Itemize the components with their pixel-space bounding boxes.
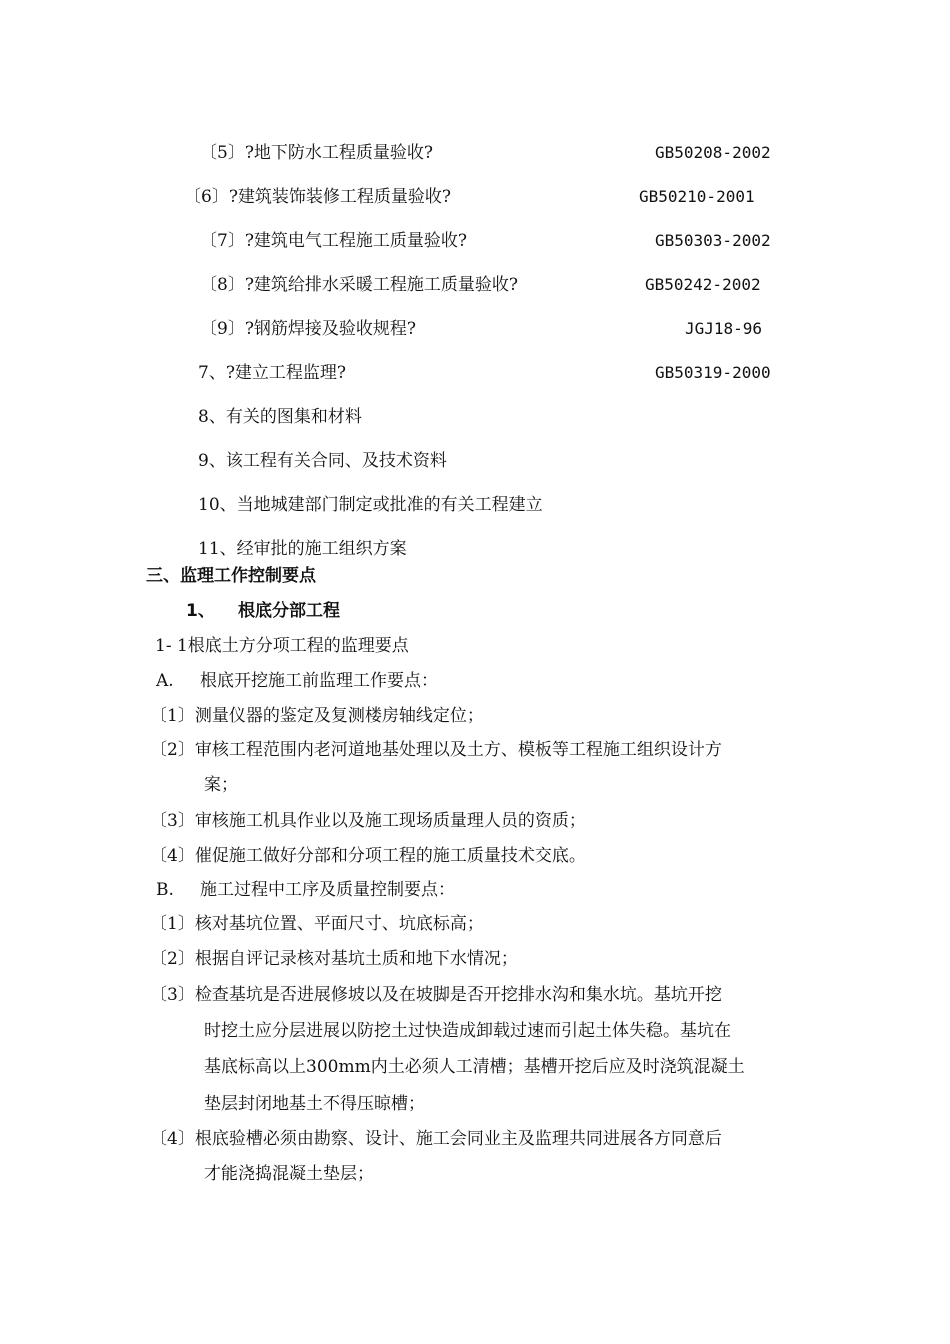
ref-label-7: 〔7〕?建筑电气工程施工质量验收? [200, 231, 468, 251]
ref-code-9: JGJ18-96 [685, 319, 763, 338]
list-item-9: 9、该工程有关合同、及技术资料 [198, 451, 447, 471]
part-a-label: A. [156, 671, 174, 691]
part-b-line-4: 〔4〕根底验槽必须由勘察、设计、施工会同业主及监理共同进展各方同意后 [150, 1129, 722, 1149]
ref-label-6: 〔6〕?建筑装饰装修工程质量验收? [184, 187, 452, 207]
part-a-title: 根底开挖施工前监理工作要点： [200, 671, 438, 691]
sub-subsection-title: 1- 1根底土方分项工程的监理要点 [155, 636, 409, 656]
ref-code-6: GB50210-2001 [639, 187, 755, 206]
part-b-label: B. [156, 880, 174, 900]
part-b-line-1: 〔1〕核对基坑位置、平面尺寸、坑底标高； [150, 914, 484, 934]
ref-code-8: GB50242-2002 [645, 275, 761, 294]
ref-label-7-supervision: 7、?建立工程监理? [198, 363, 347, 383]
list-item-11: 11、经审批的施工组织方案 [198, 539, 407, 559]
ref-label-9: 〔9〕?钢筋焊接及验收规程? [200, 319, 417, 339]
ref-label-5: 〔5〕?地下防水工程质量验收? [200, 143, 434, 163]
ref-code-7: GB50303-2002 [655, 231, 771, 250]
part-a-line-4: 〔4〕催促施工做好分部和分项工程的施工质量技术交底。 [150, 846, 586, 866]
subsection-title: 根底分部工程 [238, 601, 340, 621]
part-a-line-2: 〔2〕审核工程范围内老河道地基处理以及土方、模板等工程施工组织设计方 [150, 740, 722, 760]
part-b-line-3: 〔3〕检查基坑是否进展修坡以及在坡脚是否开挖排水沟和集水坑。基坑开挖 [150, 985, 722, 1005]
part-a-line-1: 〔1〕测量仪器的鉴定及复测楼房轴线定位； [150, 706, 484, 726]
part-b-line-3-cont-2: 基底标高以上300mm内土必须人工清槽；基槽开挖后应及时浇筑混凝土 [204, 1057, 745, 1077]
part-b-line-3-cont-3: 垫层封闭地基土不得压晾槽； [204, 1094, 425, 1114]
part-a-line-3: 〔3〕审核施工机具作业以及施工现场质量理人员的资质； [150, 811, 586, 831]
list-item-10: 10、当地城建部门制定或批准的有关工程建立 [198, 495, 543, 515]
subsection-number: 1、 [186, 601, 215, 621]
part-b-line-2: 〔2〕根据自评记录核对基坑土质和地下水情况； [150, 949, 518, 969]
ref-label-8: 〔8〕?建筑给排水采暖工程施工质量验收? [200, 275, 519, 295]
part-b-title: 施工过程中工序及质量控制要点： [200, 880, 455, 900]
part-b-line-4-cont: 才能浇捣混凝土垫层； [204, 1164, 374, 1184]
part-b-line-3-cont-1: 时挖土应分层进展以防挖土过快造成卸载过速而引起土体失稳。基坑在 [204, 1021, 731, 1041]
ref-code-5: GB50208-2002 [655, 143, 771, 162]
part-a-line-2-cont: 案； [204, 775, 238, 795]
ref-code-7-supervision: GB50319-2000 [655, 363, 771, 382]
list-item-8: 8、有关的图集和材料 [198, 407, 362, 427]
section-title: 三、监理工作控制要点 [146, 566, 316, 586]
